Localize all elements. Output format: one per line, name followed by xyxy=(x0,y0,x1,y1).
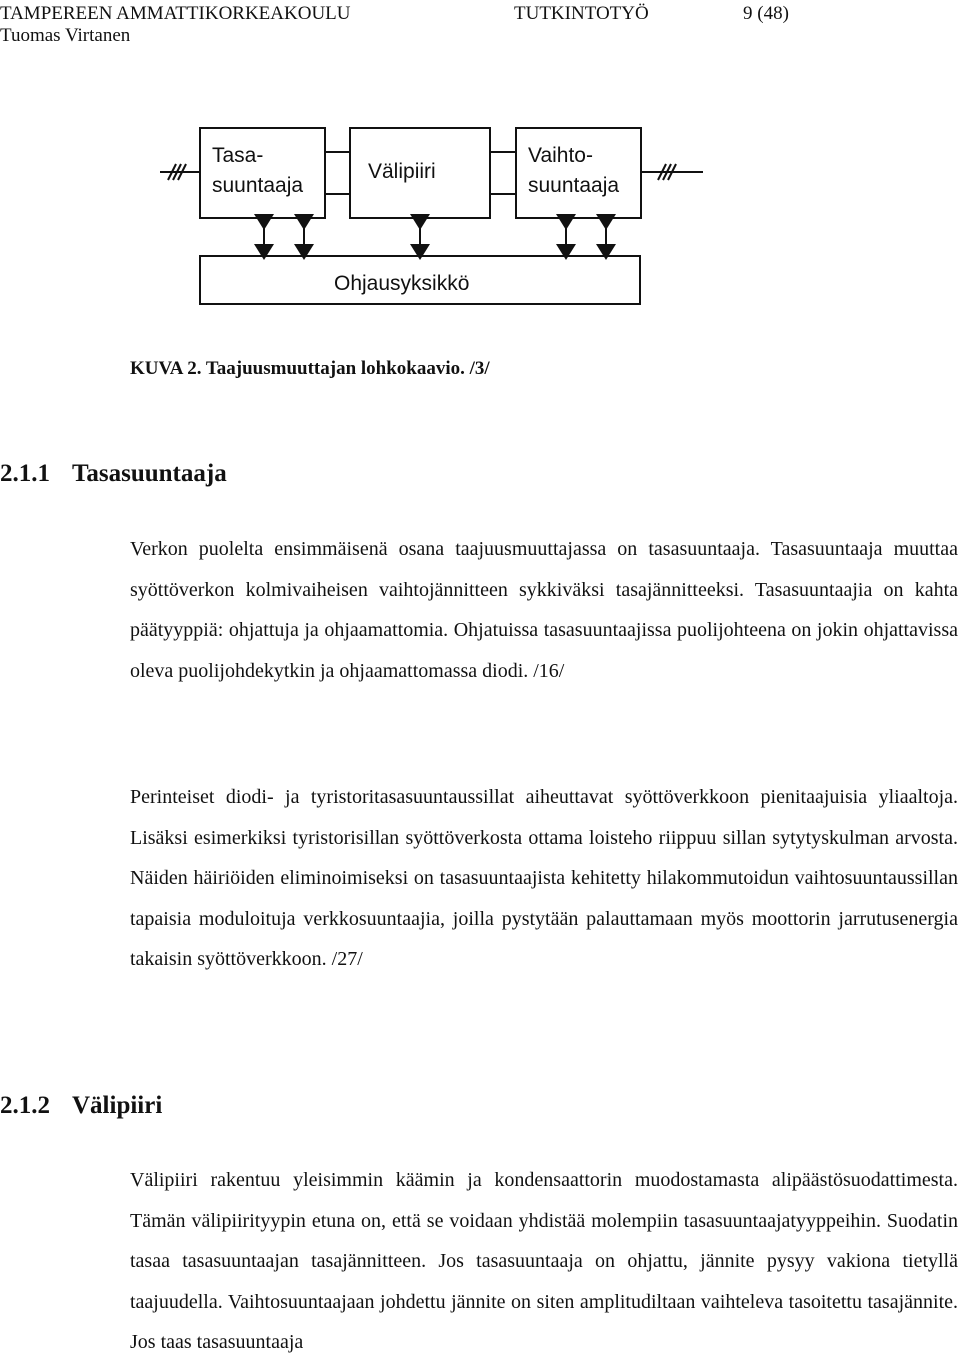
section-number: 2.1.2 xyxy=(0,1092,50,1119)
dc-link-label: Välipiiri xyxy=(368,160,436,183)
header-institution: TAMPEREEN AMMATTIKORKEAKOULU xyxy=(0,3,351,24)
control-arrows xyxy=(264,222,606,252)
paragraph: Verkon puolelta ensimmäisenä osana taajuusmuuttajassa on tasasuuntaaja. Tasasuuntaaja muuttaa syöttöverkon kolmivaiheisen vaihtojännitteen sykkiväksi tasajännitteeksi. Tasasuuntaajia on kahta päätyyppiä: ohjattuja ja ohjaamattomia. Ohjatuissa tasasuuntaajissa puolijohteena on jokin ohjattavissa oleva puolijohdekytkin ja ohjaamattomassa diodi. /16/ xyxy=(130,538,958,682)
control-unit-label: Ohjausyksikkö xyxy=(334,272,470,295)
figure-caption: KUVA 2. Taajuusmuuttajan lohkokaavio. /3/ xyxy=(130,358,490,379)
section-title: Tasasuuntaaja xyxy=(72,460,227,487)
paragraph: Perinteiset diodi- ja tyristoritasasuuntaussillat aiheuttavat syöttöverkkoon pienitaajuisia yliaaltoja. Lisäksi esimerkiksi tyristorisillan syöttöverkosta ottama loisteho riippuu sillan sytytyskulman arvosta. Näiden häiriöiden eliminoimiseksi on tasasuuntaajista kehitetty hilakommutoidun vaihtosuuntaussillan tapaisia moduloituja verkkosuuntaajia, joilla pystytään palauttamaan myös moottorin jarrutusenergia takaisin syöttöverkkoon. /27/ xyxy=(130,786,958,970)
block-diagram-svg xyxy=(128,98,733,330)
block-diagram xyxy=(128,98,733,330)
section-heading-rectifier xyxy=(0,460,227,488)
rectifier-block xyxy=(200,128,325,218)
header-page-number: 9 (48) xyxy=(743,3,789,24)
section-heading-dc-link xyxy=(0,1092,162,1120)
inverter-label-1: Vaihto- xyxy=(528,144,593,167)
section-title: Välipiiri xyxy=(72,1092,163,1119)
inverter-block xyxy=(516,128,641,218)
section-number: 2.1.1 xyxy=(0,460,50,487)
rectifier-label-2: suuntaaja xyxy=(212,174,304,197)
header-doc-type: TUTKINTOTYÖ xyxy=(514,3,649,24)
rectifier-label-1: Tasa- xyxy=(212,144,264,167)
header-author: Tuomas Virtanen xyxy=(0,25,131,46)
inverter-label-2: suuntaaja xyxy=(528,174,620,197)
paragraph: Välipiiri rakentuu yleisimmin käämin ja kondensaattorin muodostamasta alipäästösuodattimesta. Tämän välipiirityypin etuna on, että se voidaan yhdistää molempiin tasasuuntaajatyyppeihin. Suodatin tasaa tasasuuntaajan tasajännitteen. Jos tasasuuntaaja on ohjattu, jännite pysyy vakiona tietyllä taajuudella. Vaihtosuuntaajaan johdettu jännite on siten amplitudiltaan vaihteleva tasoitettu tasajännite. Jos taas tasasuuntaaja xyxy=(130,1169,958,1353)
